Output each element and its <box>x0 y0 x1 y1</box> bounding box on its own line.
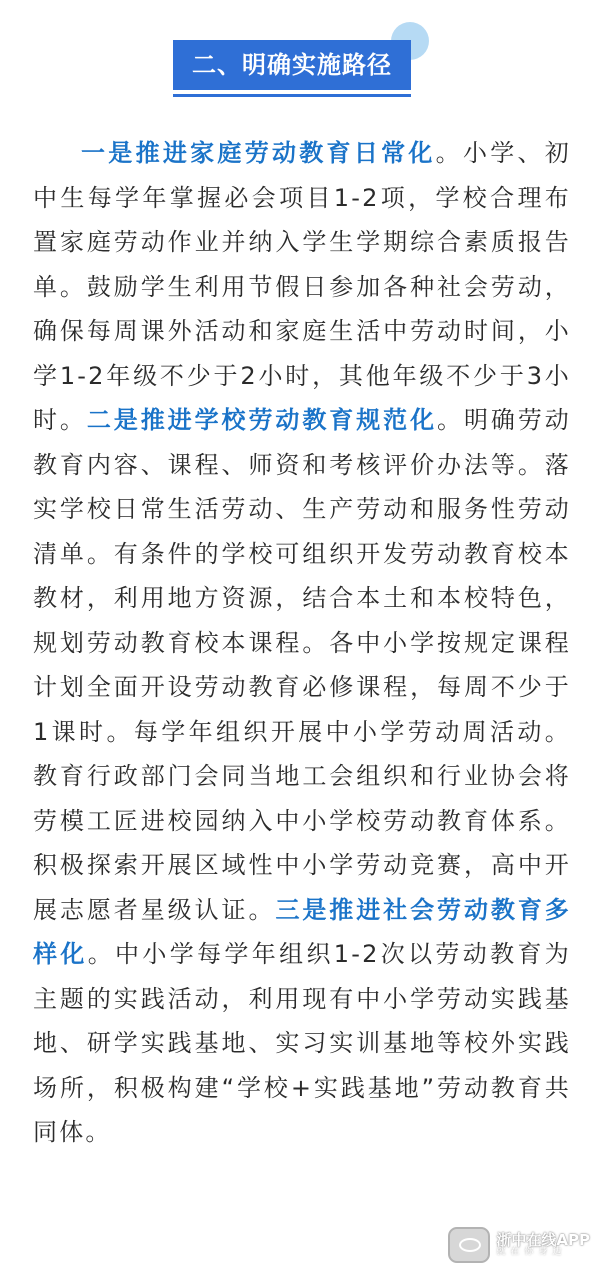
app-logo-icon <box>448 1227 490 1263</box>
watermark-text <box>496 1232 590 1258</box>
point-2-text: 。明确劳动教育内容、课程、师资和考核评价办法等。落实学校日常生活劳动、生产劳动和服务性劳动清单。有条件的学校可组织开发劳动教育校本教材，利用地方资源，结合本土和本校特色，规划劳动教育校本课程。各中小学按规定课程计划全面开设劳动教育必修课程，每周不少于1课时。每学年组织开展中小学劳动周活动。教育行政部门会同当地工会组织和行业协会将劳模工匠进校园纳入中小学校劳动教育体系。积极探索开展区域性中小学劳动竞赛，高中开展志愿者星级认证。 <box>33 406 571 924</box>
app-name: 浙中在线APP <box>496 1230 590 1249</box>
section-title: 二、明确实施路径 <box>173 40 411 90</box>
title-underline <box>173 94 411 97</box>
section-header <box>173 40 413 98</box>
highlight-point-3: 三是推进社会劳动教育多样化 <box>33 895 571 968</box>
highlight-point-2: 二是推进学校劳动教育规范化 <box>86 406 438 434</box>
app-slogan: 就在你身边 <box>496 1247 567 1258</box>
app-watermark <box>448 1227 590 1263</box>
point-1-text: 。小学、初中生每学年掌握必会项目1-2项，学校合理布置家庭劳动作业并纳入学生学期综合素质报告单。鼓励学生利用节假日参加各种社会劳动，确保每周课外活动和家庭生活中劳动时间，小学1-2年级不少于2小时，其他年级不少于3小时。 <box>33 139 571 434</box>
highlight-point-1: 一是推进家庭劳动教育日常化 <box>81 139 436 167</box>
point-3-text: 。中小学每学年组织1-2次以劳动教育为主题的实践活动，利用现有中小学劳动实践基地、研学实践基地、实习实训基地等校外实践场所，积极构建“学校+实践基地”劳动教育共同体。 <box>33 940 572 1146</box>
article-paragraph <box>33 131 571 1155</box>
